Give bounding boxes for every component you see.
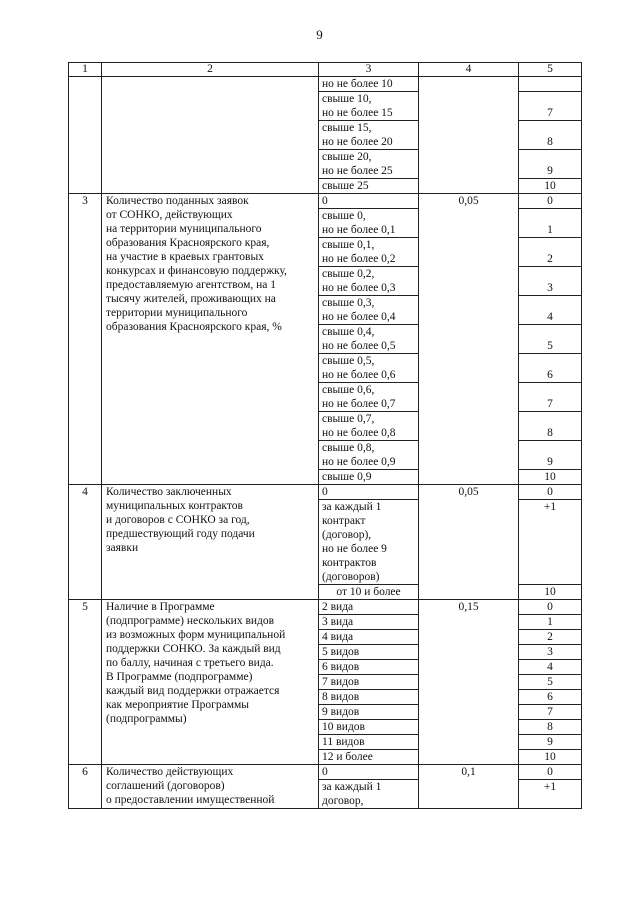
row-number: 6 — [69, 765, 102, 809]
points-cell: +1 — [519, 500, 582, 585]
criterion-cell: 2 вида — [319, 600, 419, 615]
row-number: 4 — [69, 485, 102, 600]
table-row — [69, 600, 582, 615]
criterion-cell: свыше 0,7, но не более 0,8 — [319, 412, 419, 441]
header-col-2: 2 — [102, 63, 319, 77]
points-cell: 4 — [519, 660, 582, 675]
indicator-description: Количество поданных заявок от СОНКО, действующих на территории муниципального образования Красноярского края, на участие в краевых грантовых конкурсах и финансовую поддержку, предоставляемую агентством, на 1 тысячу жителей, проживающих на территории муниципального образования Красноярского края, % — [102, 194, 319, 485]
criterion-cell: свыше 25 — [319, 179, 419, 194]
table-row — [69, 194, 582, 209]
criterion-cell: 9 видов — [319, 705, 419, 720]
header-col-4: 4 — [419, 63, 519, 77]
page-number: 9 — [316, 27, 323, 42]
points-cell: 9 — [519, 150, 582, 179]
criterion-cell: свыше 0,4, но не более 0,5 — [319, 325, 419, 354]
points-cell: 5 — [519, 675, 582, 690]
points-cell: 4 — [519, 296, 582, 325]
criterion-cell: свыше 10, но не более 15 — [319, 92, 419, 121]
points-cell: 7 — [519, 92, 582, 121]
points-cell: 0 — [519, 600, 582, 615]
criterion-cell: свыше 0,5, но не более 0,6 — [319, 354, 419, 383]
criterion-cell: за каждый 1 договор, — [319, 780, 419, 809]
criterion-cell: свыше 0,1, но не более 0,2 — [319, 238, 419, 267]
criterion-cell: свыше 0,6, но не более 0,7 — [319, 383, 419, 412]
criterion-cell: свыше 0, но не более 0,1 — [319, 209, 419, 238]
table-row — [69, 485, 582, 500]
criterion-cell: но не более 10 — [319, 77, 419, 92]
points-cell: 1 — [519, 209, 582, 238]
weight-cell: 0,15 — [419, 600, 519, 765]
criterion-cell: 12 и более — [319, 750, 419, 765]
weight-cell: 0,05 — [419, 194, 519, 485]
criterion-cell: 4 вида — [319, 630, 419, 645]
criterion-cell: за каждый 1 контракт (договор), но не более 9 контрактов (договоров) — [319, 500, 419, 585]
header-col-1: 1 — [69, 63, 102, 77]
header-col-3: 3 — [319, 63, 419, 77]
table-row — [69, 77, 582, 92]
criterion-cell: свыше 0,3, но не более 0,4 — [319, 296, 419, 325]
indicator-description — [102, 77, 319, 194]
indicator-description: Количество действующих соглашений (договоров) о предоставлении имущественной — [102, 765, 319, 809]
points-cell — [519, 77, 582, 92]
criterion-cell: 0 — [319, 194, 419, 209]
criterion-cell: свыше 0,8, но не более 0,9 — [319, 441, 419, 470]
points-cell: 10 — [519, 750, 582, 765]
points-cell: 3 — [519, 645, 582, 660]
indicator-description: Наличие в Программе (подпрограмме) нескольких видов из возможных форм муниципальной поддержки СОНКО. За каждый вид по баллу, начиная с третьего вида. В Программе (подпрограмме) каждый вид поддержки отражается как мероприятие Программы (подпрограммы) — [102, 600, 319, 765]
row-number: 3 — [69, 194, 102, 485]
criterion-cell: свыше 15, но не более 20 — [319, 121, 419, 150]
row-number — [69, 77, 102, 194]
points-cell: 2 — [519, 630, 582, 645]
indicator-description: Количество заключенных муниципальных контрактов и договоров с СОНКО за год, предшествующий году подачи заявки — [102, 485, 319, 600]
weight-cell — [419, 77, 519, 194]
points-cell: 8 — [519, 412, 582, 441]
criterion-cell: 7 видов — [319, 675, 419, 690]
points-cell: 10 — [519, 470, 582, 485]
criterion-cell: свыше 0,9 — [319, 470, 419, 485]
weight-cell: 0,1 — [419, 765, 519, 809]
criterion-cell: 5 видов — [319, 645, 419, 660]
points-cell: 5 — [519, 325, 582, 354]
points-cell: 10 — [519, 585, 582, 600]
points-cell: 6 — [519, 690, 582, 705]
points-cell: 0 — [519, 765, 582, 780]
points-cell: +1 — [519, 780, 582, 809]
header-col-5: 5 — [519, 63, 582, 77]
criterion-cell: свыше 0,2, но не более 0,3 — [319, 267, 419, 296]
points-cell: 8 — [519, 121, 582, 150]
criterion-cell: 8 видов — [319, 690, 419, 705]
criteria-table — [68, 62, 582, 809]
points-cell: 3 — [519, 267, 582, 296]
table-row — [69, 765, 582, 780]
criterion-cell: от 10 и более — [319, 585, 419, 600]
points-cell: 7 — [519, 383, 582, 412]
table-header-row — [69, 63, 582, 77]
criterion-cell: 6 видов — [319, 660, 419, 675]
criterion-cell: 10 видов — [319, 720, 419, 735]
points-cell: 6 — [519, 354, 582, 383]
points-cell: 1 — [519, 615, 582, 630]
criterion-cell: 3 вида — [319, 615, 419, 630]
criterion-cell: свыше 20, но не более 25 — [319, 150, 419, 179]
criterion-cell: 0 — [319, 765, 419, 780]
points-cell: 7 — [519, 705, 582, 720]
points-cell: 2 — [519, 238, 582, 267]
criterion-cell: 11 видов — [319, 735, 419, 750]
points-cell: 9 — [519, 441, 582, 470]
weight-cell: 0,05 — [419, 485, 519, 600]
points-cell: 0 — [519, 485, 582, 500]
row-number: 5 — [69, 600, 102, 765]
points-cell: 9 — [519, 735, 582, 750]
criterion-cell: 0 — [319, 485, 419, 500]
points-cell: 10 — [519, 179, 582, 194]
points-cell: 8 — [519, 720, 582, 735]
points-cell: 0 — [519, 194, 582, 209]
